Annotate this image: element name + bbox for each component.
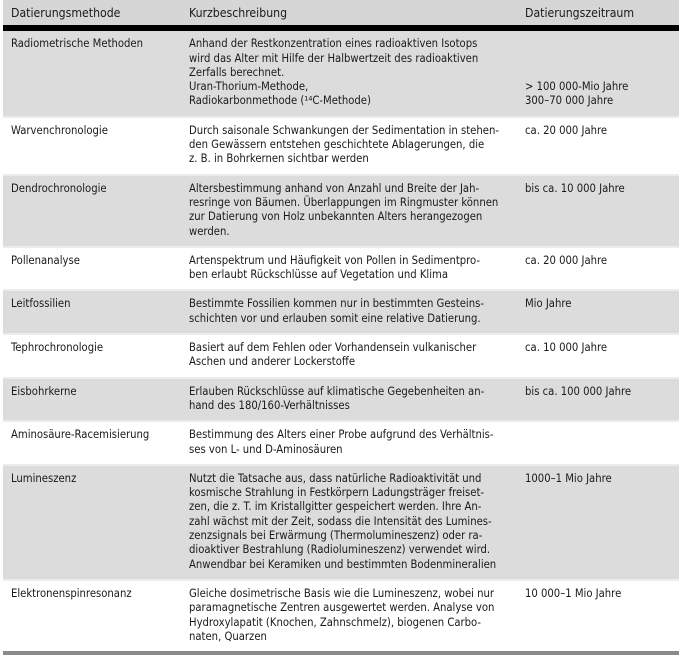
description-line: Aschen und anderer Lockerstoffe: [189, 355, 356, 369]
range-line: bis ca. 100 000 Jahre: [525, 384, 632, 398]
range-line: > 100 000-Mio Jahre: [525, 80, 629, 94]
description-line: schichten vor und erlauben somit eine relative Datierung.: [189, 311, 481, 325]
description-cell: [181, 117, 517, 175]
table-row: [3, 175, 679, 247]
range-cell: [517, 28, 679, 116]
range-line: 300–70 000 Jahre: [525, 94, 614, 108]
description-line: zen, die z. T. im Kristallgitter gespeichert werden. Ihre An-: [189, 500, 482, 514]
header-description: Kurzbeschreibung: [181, 0, 517, 28]
range-cell: [517, 465, 679, 580]
dating-methods-table-container: [3, 0, 679, 655]
range-cell: [517, 290, 679, 334]
description-line: zenzsignals bei Erwärmung (Thermolumineszenz) oder ra-: [189, 529, 483, 543]
table-body: [3, 28, 679, 653]
table-row: [3, 28, 679, 116]
method-cell: Radiometrische Methoden: [3, 28, 181, 116]
description-line: zahl wächst mit der Zeit, sodass die Intensität des Lumines-: [189, 514, 492, 528]
description-cell: [181, 290, 517, 334]
description-line: naten, Quarzen: [189, 629, 267, 643]
description-line: werden.: [189, 224, 230, 238]
description-cell: [181, 580, 517, 653]
method-cell: Elektronenspinresonanz: [3, 580, 181, 653]
description-line: paramagnetische Zentren ausgewertet werden. Analyse von: [189, 601, 495, 615]
method-cell: Pollenanalyse: [3, 247, 181, 291]
table-row: [3, 465, 679, 580]
range-line: 1000–1 Mio Jahre: [525, 471, 612, 485]
range-cell: [517, 334, 679, 378]
description-cell: [181, 465, 517, 580]
range-line: ca. 10 000 Jahre: [525, 341, 608, 355]
header-method: Datierungsmethode: [3, 0, 181, 28]
header-row: [3, 0, 679, 28]
description-cell: [181, 421, 517, 465]
description-cell: [181, 175, 517, 247]
description-line: z. B. in Bohrkernen sichtbar werden: [189, 152, 369, 166]
range-cell: [517, 247, 679, 291]
description-line: hand des 180/160-Verhältnisses: [189, 398, 350, 412]
table-row: [3, 334, 679, 378]
table-row: [3, 117, 679, 175]
description-line: Anwendbar bei Keramiken und bestimmten Bodenmineralien: [189, 557, 497, 571]
table-row: [3, 290, 679, 334]
description-line: Hydroxylapatit (Knochen, Zahnschmelz), biogenen Carbo-: [189, 615, 482, 629]
description-line: Durch saisonale Schwankungen der Sedimentation in stehen-: [189, 123, 499, 137]
method-cell: Dendrochronologie: [3, 175, 181, 247]
method-cell: Tephrochronologie: [3, 334, 181, 378]
range-cell: [517, 421, 679, 465]
range-cell: [517, 117, 679, 175]
range-cell: [517, 580, 679, 653]
description-line: Basiert auf dem Fehlen oder Vorhandensein vulkanischer: [189, 341, 477, 355]
header-range: Datierungszeitraum: [517, 0, 679, 28]
range-line: Mio Jahre: [525, 297, 572, 311]
table-header: [3, 0, 679, 28]
description-line: Radiokarbonmethode (¹⁴C-Methode): [189, 94, 371, 108]
description-line: resringe von Bäumen. Überlappungen im Ringmuster können: [189, 195, 499, 209]
description-line: kosmische Strahlung in Festkörpern Ladungsträger freiset-: [189, 486, 485, 500]
description-line: den Gewässern entstehen geschichtete Ablagerungen, die: [189, 138, 485, 152]
range-line: 10 000–1 Mio Jahre: [525, 586, 622, 600]
description-cell: [181, 334, 517, 378]
range-line: ca. 20 000 Jahre: [525, 123, 608, 137]
description-cell: [181, 378, 517, 422]
description-line: Anhand der Restkonzentration eines radioaktiven Isotops: [189, 37, 478, 51]
description-line: Uran-Thorium-Methode,: [189, 80, 309, 94]
range-spacer: [525, 37, 673, 80]
description-line: Nutzt die Tatsache aus, dass natürliche Radioaktivität und: [189, 471, 482, 485]
description-line: Artenspektrum und Häufigkeit von Pollen in Sedimentpro-: [189, 253, 481, 267]
description-line: ben erlaubt Rückschlüsse auf Vegetation und Klima: [189, 268, 448, 282]
dating-methods-table: [3, 0, 679, 655]
description-line: dioaktiver Bestrahlung (Radiolumineszenz) verwendet wird.: [189, 543, 491, 557]
description-line: ses von L- und D-Aminosäuren: [189, 442, 343, 456]
table-row: [3, 580, 679, 653]
method-cell: Warvenchronologie: [3, 117, 181, 175]
description-line: Erlauben Rückschlüsse auf klimatische Gegebenheiten an-: [189, 384, 485, 398]
range-line: ca. 20 000 Jahre: [525, 253, 608, 267]
table-row: [3, 421, 679, 465]
table-row: [3, 247, 679, 291]
method-cell: Leitfossilien: [3, 290, 181, 334]
range-line: bis ca. 10 000 Jahre: [525, 181, 625, 195]
description-line: Gleiche dosimetrische Basis wie die Lumineszenz, wobei nur: [189, 586, 495, 600]
description-line: Zerfalls berechnet.: [189, 65, 285, 79]
description-cell: [181, 247, 517, 291]
method-cell: Lumineszenz: [3, 465, 181, 580]
method-cell: Eisbohrkerne: [3, 378, 181, 422]
method-cell: Aminosäure-Racemisierung: [3, 421, 181, 465]
description-line: Bestimmung des Alters einer Probe aufgrund des Verhältnis-: [189, 428, 494, 442]
description-line: Altersbestimmung anhand von Anzahl und Breite der Jah-: [189, 181, 480, 195]
description-line: Bestimmte Fossilien kommen nur in bestimmten Gesteins-: [189, 297, 484, 311]
table-row: [3, 378, 679, 422]
description-cell: [181, 28, 517, 116]
description-line: zur Datierung von Holz unbekannten Alters herangezogen: [189, 210, 483, 224]
range-cell: [517, 175, 679, 247]
range-cell: [517, 378, 679, 422]
description-line: wird das Alter mit Hilfe der Halbwertzeit des radioaktiven: [189, 51, 479, 65]
